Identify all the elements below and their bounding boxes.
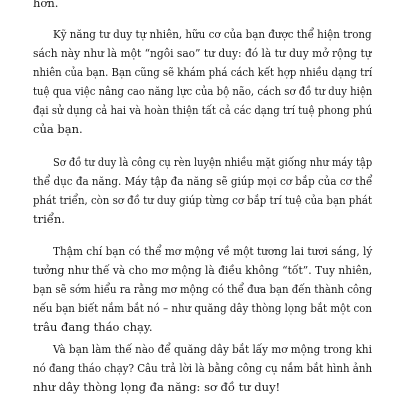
- previous-paragraph-end: hơn.: [33, 0, 59, 10]
- paragraph-3-line-1: Thậm chí bạn có thể mơ mộng về một tương lai tươi sáng, lý: [53, 244, 373, 258]
- paragraph-3-line-3: bạn sẽ sớm hiểu ra rằng mơ mộng có thể đưa bạn đến thành công: [33, 282, 373, 296]
- paragraph-2-line-2: thể dục đa năng. Máy tập đa năng sẽ giúp mọi cơ bắp của cơ thể: [33, 174, 373, 188]
- paragraph-4-line-2: nó đang tháo chạy? Câu trả lời là bằng công cụ nắm bắt hình ảnh: [33, 361, 373, 375]
- paragraph-3-line-5: trâu đang tháo chạy.: [33, 320, 153, 334]
- paragraph-1-line-2: sách này như là một “ngôi sao” tư duy: đó là tư duy mở rộng tự: [33, 46, 372, 60]
- paragraph-1-line-3: nhiên của bạn. Bạn cũng sẽ khám phá cách kết hợp nhiều dạng trí: [33, 65, 373, 79]
- paragraph-1-line-4: tuệ qua việc nâng cao năng lực của bộ não, cách sơ đồ tư duy hiện: [33, 84, 373, 98]
- paragraph-1-line-5: đại sử dụng cả hai và hoàn thiện tất cả các dạng trí tuệ phong phú: [33, 103, 373, 117]
- paragraph-3-line-4: nếu bạn biết nắm bắt nó – như quăng dây thòng lọng bắt một con: [33, 301, 372, 315]
- paragraph-2-line-3: phát triển, còn sơ đồ tư duy giúp từng cơ bắp trí tuệ của bạn phát: [33, 193, 373, 207]
- paragraph-4-line-3: như dây thòng lọng đa năng: sơ đồ tư duy!: [33, 380, 281, 394]
- paragraph-4-line-1: Và bạn làm thế nào để quăng dây bắt lấy mơ mộng trong khi: [53, 342, 372, 356]
- paragraph-3-line-2: tưởng như thế và cho mơ mộng là điều không “tốt”. Tuy nhiên,: [33, 263, 373, 277]
- paragraph-1-line-6: của bạn.: [33, 122, 83, 136]
- paragraph-2-line-1: Sơ đồ tư duy là công cụ rèn luyện nhiều mặt giống như máy tập: [53, 155, 373, 169]
- paragraph-2-line-4: triển.: [33, 212, 65, 226]
- paragraph-1-line-1: Kỹ năng tư duy tự nhiên, hữu cơ của bạn được thể hiện trong: [53, 27, 372, 41]
